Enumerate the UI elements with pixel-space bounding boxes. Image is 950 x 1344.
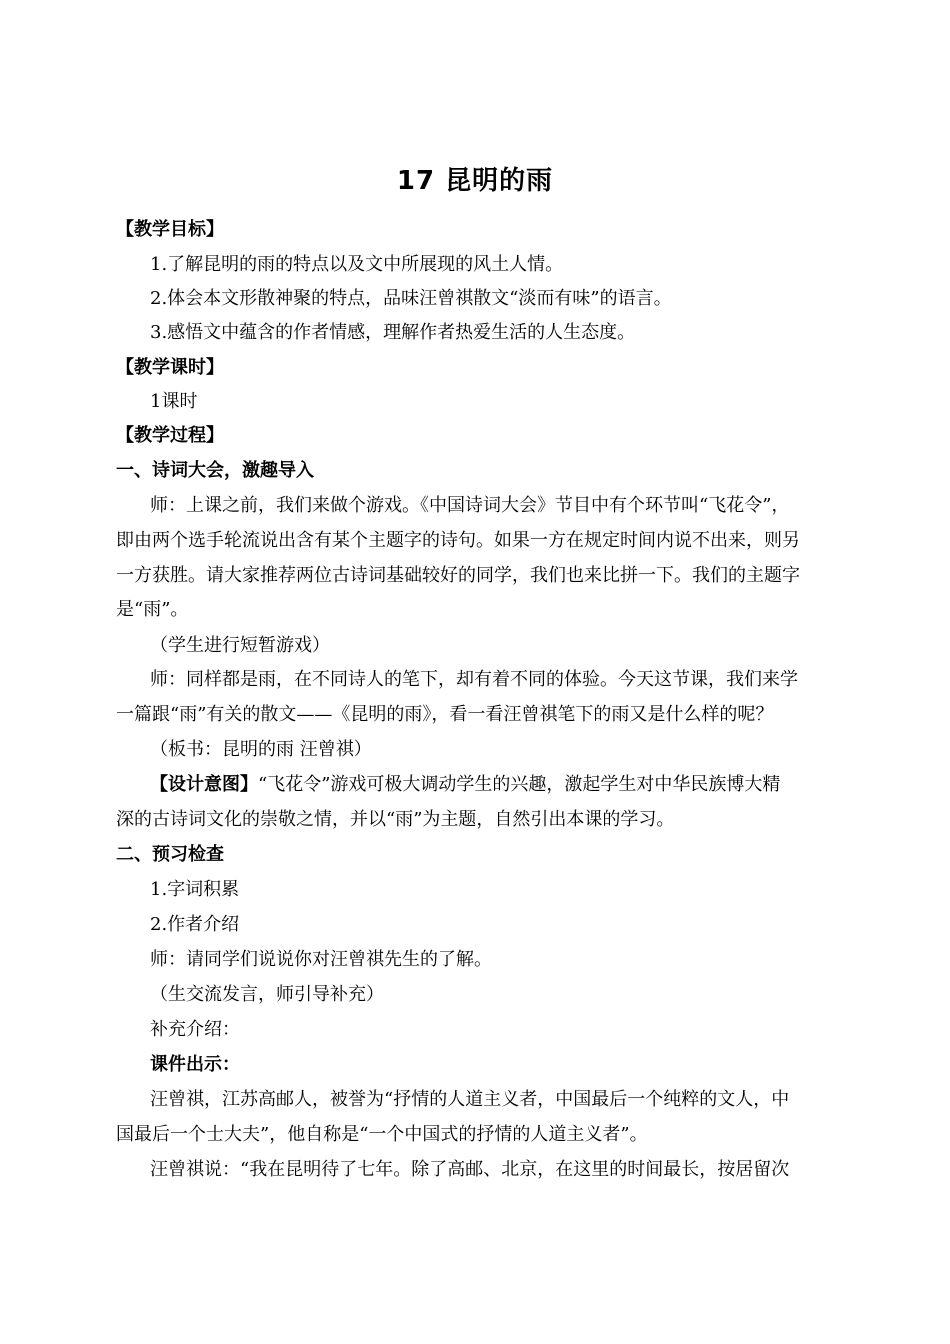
design-intent-line	[150, 773, 850, 797]
paragraph-line: 补充介绍：	[150, 1019, 240, 1040]
goals-heading: 【教学目标】	[116, 219, 224, 240]
paragraph-line: 师：上课之前，我们来做个游戏。《中国诗词大会》节目中有个环节叫“飞花令”，	[150, 495, 790, 516]
page-title: 17 昆明的雨	[396, 166, 554, 196]
paragraph-line: （学生进行短暂游戏）	[150, 635, 330, 656]
paragraph-line: 师：同样都是雨，在不同诗人的笔下，却有着不同的体验。今天这节课，我们来学	[150, 669, 798, 690]
hours-text: 1课时	[150, 391, 198, 412]
part2-heading: 二、预习检查	[116, 844, 224, 865]
design-intent-text: “飞花令”游戏可极大调动学生的兴趣，激起学生对中华民族博大精	[258, 774, 781, 795]
paragraph-line: 2.作者介绍	[150, 914, 240, 935]
paragraph-line: 一篇跟“雨”有关的散文——《昆明的雨》，看一看汪曾祺笔下的雨又是什么样的呢？	[116, 704, 774, 725]
goal-item: 3.感悟文中蕴含的作者情感，理解作者热爱生活的人生态度。	[150, 322, 636, 343]
design-intent-label: 【设计意图】	[150, 774, 258, 795]
paragraph-line: （板书：昆明的雨 汪曾祺）	[150, 739, 372, 760]
paragraph-line: 一方获胜。请大家推荐两位古诗词基础较好的同学，我们也来比拼一下。我们的主题字	[116, 565, 800, 586]
paragraph-line: 深的古诗词文化的崇敬之情，并以“雨”为主题，自然引出本课的学习。	[116, 809, 675, 830]
paragraph-line: 即由两个选手轮流说出含有某个主题字的诗句。如果一方在规定时间内说不出来，则另	[116, 530, 800, 551]
paragraph-line: （生交流发言，师引导补充）	[150, 984, 384, 1005]
paragraph-line: 1.字词积累	[150, 879, 240, 900]
paragraph-line: 汪曾祺，江苏高邮人，被誉为“抒情的人道主义者，中国最后一个纯粹的文人，中	[150, 1089, 790, 1110]
paragraph-line: 国最后一个士大夫”，他自称是“一个中国式的抒情的人道主义者”。	[116, 1124, 648, 1145]
part1-heading: 一、诗词大会，激趣导入	[116, 460, 314, 481]
process-heading: 【教学过程】	[116, 425, 224, 446]
paragraph-line: 汪曾祺说：“我在昆明待了七年。除了高邮、北京，在这里的时间最长，按居留次	[150, 1159, 790, 1180]
courseware-label: 课件出示：	[150, 1054, 240, 1075]
goal-item: 1.了解昆明的雨的特点以及文中所展现的风土人情。	[150, 254, 564, 275]
goal-item: 2.体会本文形散神聚的特点，品味汪曾祺散文“淡而有味”的语言。	[150, 288, 672, 309]
paragraph-line: 是“雨”。	[116, 599, 189, 620]
hours-heading: 【教学课时】	[116, 357, 224, 378]
paragraph-line: 师：请同学们说说你对汪曾祺先生的了解。	[150, 949, 492, 970]
